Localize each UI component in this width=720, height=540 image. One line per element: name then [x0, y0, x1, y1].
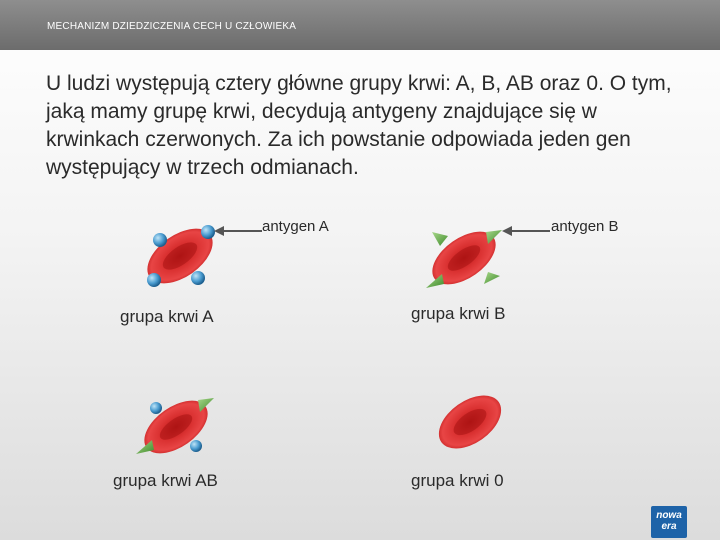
antigen-a-marker: [190, 440, 202, 452]
header-title: MECHANIZM DZIEDZICZENIA CECH U CZŁOWIEKA: [47, 21, 297, 32]
antigen-a-marker: [147, 273, 161, 287]
group-0-label: grupa krwi 0: [411, 471, 504, 490]
antigen-b-marker: [432, 232, 448, 246]
cell-group-ab: [134, 392, 218, 462]
antigen-a-marker: [150, 402, 162, 414]
group-ab-label: grupa krwi AB: [113, 471, 218, 490]
antigen-b-label: antygen B: [551, 218, 619, 235]
logo-line-1: nowa: [656, 510, 682, 521]
arrow-antigen-a: [214, 222, 264, 236]
antigen-a-marker: [191, 271, 205, 285]
cell-group-a: [138, 218, 222, 294]
antigen-b-marker: [484, 272, 500, 284]
header-bar: [0, 0, 720, 50]
antigen-a-marker: [153, 233, 167, 247]
logo-line-2: era: [661, 521, 677, 532]
cell-group-b: [422, 222, 506, 294]
cell-group-0: [432, 388, 508, 456]
antigen-a-marker: [201, 225, 215, 239]
intro-text: U ludzi występują cztery główne grupy krwi: A, B, AB oraz 0. O tym, jaką mamy grupę krwi, decydują antygeny znajdujące się w krwinkach czerwonych. Za ich powstanie odpowiada jeden gen występujący w trzech odmianach.: [46, 72, 672, 179]
publisher-logo: [651, 506, 687, 538]
group-b-label: grupa krwi B: [411, 304, 506, 323]
group-a-label: grupa krwi A: [120, 307, 214, 326]
antigen-a-label: antygen A: [262, 218, 329, 235]
arrow-antigen-b: [502, 222, 552, 236]
